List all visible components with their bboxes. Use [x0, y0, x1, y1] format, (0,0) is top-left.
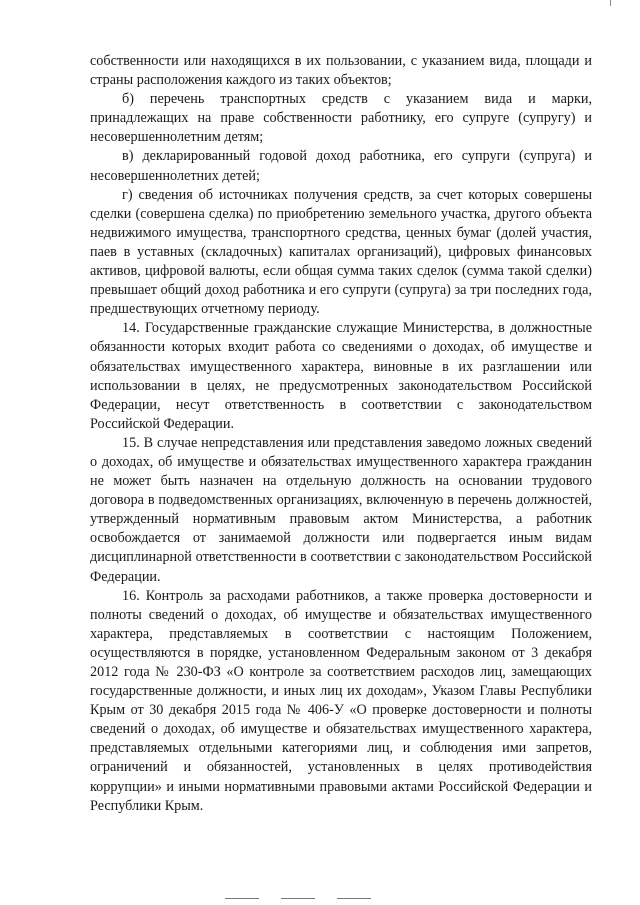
paragraph-14: 14. Государственные гражданские служащие Министерства, в должностные обязанности которых входит работа со сведениями о доходах, об имуществе и обязательствах имущественного характера, виновные в их разглашении или использовании в целях, не предусмотренных законодательством Российской Федерации, несут ответственность в соответствии с законодательством Российской Федерации.	[90, 320, 592, 432]
footer-dash	[337, 898, 371, 899]
paragraph-item-v: в) декларированный годовой доход работника, его супруги (супруга) и несовершеннолетних детей;	[90, 148, 592, 184]
footer-dash	[225, 898, 259, 899]
paragraph-15: 15. В случае непредставления или представления заведомо ложных сведений о доходах, об имуществе и обязательствах имущественного характера гражданин не может быть назначен на отдельную должность на основании трудового договора в подведомственных организациях, включенную в перечень должностей, утвержденный нормативным правовым актом Министерства, а работник освобождается от занимаемой должности или подвергается иным видам дисциплинарной ответственности в соответствии с законодательством Российской Федерации.	[90, 434, 592, 585]
paragraph-item-g: г) сведения об источниках получения средств, за счет которых совершены сделки (совершена сделка) по приобретению земельного участка, другого объекта недвижимого имущества, транспортного средства, ценных бумаг (долей участия, паев в уставных (складочных) капиталах организаций), цифровых финансовых активов, цифровой валюты, если общая сумма таких сделок (сумма такой сделки) превышает общий доход работника и его супруги (супруга) за три последних года, предшествующих отчетному периоду.	[90, 186, 592, 318]
scan-tick-mark	[610, 0, 611, 6]
footer-scan-marks	[225, 898, 371, 899]
paragraph-item-b: б) перечень транспортных средств с указанием вида и марки, принадлежащих на праве собственности работнику, его супруге (супругу) и несовершеннолетним детям;	[90, 91, 592, 146]
footer-dash	[281, 898, 315, 899]
paragraph-continuation: собственности или находящихся в их пользовании, с указанием вида, площади и страны расположения каждого из таких объектов;	[90, 53, 592, 89]
paragraph-16: 16. Контроль за расходами работников, а также проверка достоверности и полноты сведений о доходах, об имуществе и обязательствах имущественного характера, представляемых в соответствии с настоящим Положением, осуществляются в порядке, установленном Федеральным законом от 3 декабря 2012 года № 230-ФЗ «О контроле за соответствием расходов лиц, замещающих государственные должности, и иных лиц их доходам», Указом Главы Республики Крым от 30 декабря 2015 года № 406-У «О проверке достоверности и полноты сведений о доходах, об имуществе и обязательствах имущественного характера, представляемых отдельными категориями лиц, и соблюдения ими запретов, ограничений и обязанностей, установленных в целях противодействия коррупции» и иными нормативными правовыми актами Российской Федерации и Республики Крым.	[90, 587, 592, 814]
